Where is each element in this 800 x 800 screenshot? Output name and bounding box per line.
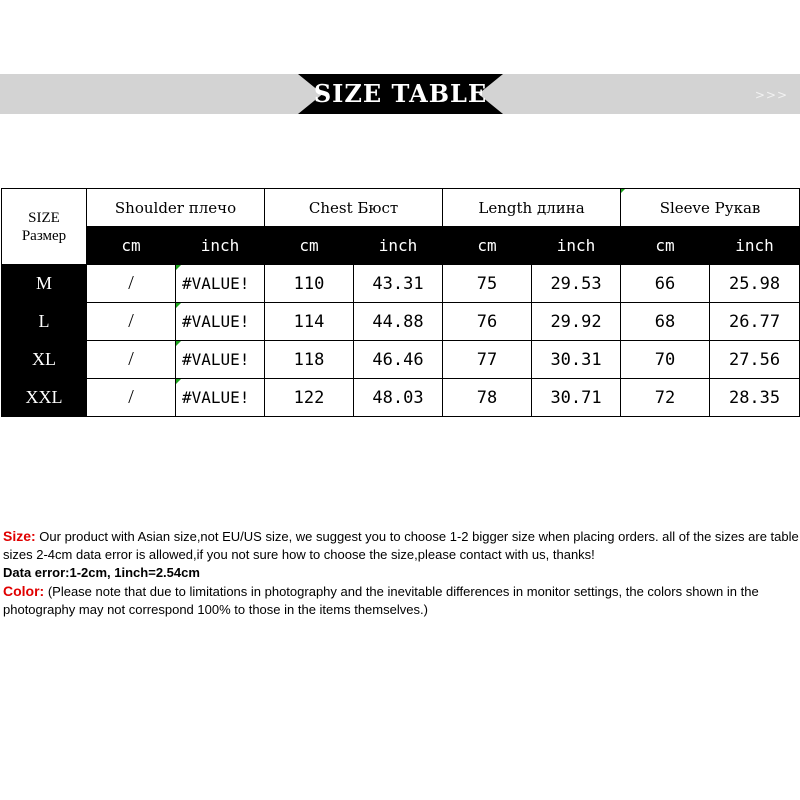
size-header-cell (2, 189, 87, 265)
table-cell: 68 (621, 303, 710, 341)
unit-cell: inch (532, 227, 621, 265)
table-cell: 76 (443, 303, 532, 341)
group-sleeve: Sleeve Рукав (621, 189, 800, 227)
data-error-note: Data error:1-2cm, 1inch=2.54cm (3, 565, 200, 580)
page-title: SIZE TABLE (313, 79, 488, 108)
table-cell: 48.03 (354, 379, 443, 417)
table-cell: 72 (621, 379, 710, 417)
size-note-label: Size: (3, 528, 36, 544)
size-table (1, 188, 800, 417)
group-chest: Chest Бюст (265, 189, 443, 227)
table-cell: 26.77 (710, 303, 800, 341)
unit-cell: cm (443, 227, 532, 265)
table-cell: / (87, 303, 176, 341)
size-label: XXL (2, 379, 87, 417)
group-shoulder: Shoulder плечо (87, 189, 265, 227)
color-note-text: (Please note that due to limitations in photography and the inevitable differences in monitor settings, the colors shown in the photography may not correspond 100% to those in the items themselves.) (3, 584, 759, 617)
size-label: M (2, 265, 87, 303)
table-cell: 44.88 (354, 303, 443, 341)
table-cell: 27.56 (710, 341, 800, 379)
unit-cell: inch (354, 227, 443, 265)
table-cell: / (87, 379, 176, 417)
table-cell: 25.98 (710, 265, 800, 303)
banner-arrows: >>> (754, 88, 788, 102)
table-cell: / (87, 341, 176, 379)
table-cell: 43.31 (354, 265, 443, 303)
table-cell: 75 (443, 265, 532, 303)
unit-cell: cm (621, 227, 710, 265)
table-cell: 66 (621, 265, 710, 303)
size-label: XL (2, 341, 87, 379)
table-cell: 78 (443, 379, 532, 417)
table-cell: / (87, 265, 176, 303)
table-cell: #VALUE! (176, 341, 265, 379)
table-cell: #VALUE! (176, 379, 265, 417)
table-cell: 77 (443, 341, 532, 379)
size-note (3, 527, 799, 564)
table-row (2, 341, 800, 379)
size-note-text: Our product with Asian size,not EU/US size, we suggest you to choose 1-2 bigger size when placing orders. all of the sizes are table sizes 2-4cm data error is allowed,if you not sure how to choose the size,please contact with us, thanks! (3, 529, 799, 562)
table-cell: 30.71 (532, 379, 621, 417)
unit-cell: cm (265, 227, 354, 265)
table-cell: 122 (265, 379, 354, 417)
group-length: Length длина (443, 189, 621, 227)
size-notes (3, 527, 799, 619)
table-cell: 29.53 (532, 265, 621, 303)
table-cell: 29.92 (532, 303, 621, 341)
table-cell: #VALUE! (176, 303, 265, 341)
table-cell: 28.35 (710, 379, 800, 417)
size-header-ru: Размер (21, 227, 67, 244)
table-row (2, 265, 800, 303)
color-note-label: Color: (3, 583, 45, 599)
table-cell: 46.46 (354, 341, 443, 379)
table-cell: #VALUE! (176, 265, 265, 303)
unit-cell: inch (710, 227, 800, 265)
unit-cell: cm (87, 227, 176, 265)
unit-cell: inch (176, 227, 265, 265)
size-label: L (2, 303, 87, 341)
size-header-en: SIZE (28, 209, 60, 226)
color-note (3, 582, 799, 619)
table-cell: 114 (265, 303, 354, 341)
table-cell: 110 (265, 265, 354, 303)
table-cell: 30.31 (532, 341, 621, 379)
table-row (2, 303, 800, 341)
table-cell: 70 (621, 341, 710, 379)
table-row (2, 379, 800, 417)
table-cell: 118 (265, 341, 354, 379)
